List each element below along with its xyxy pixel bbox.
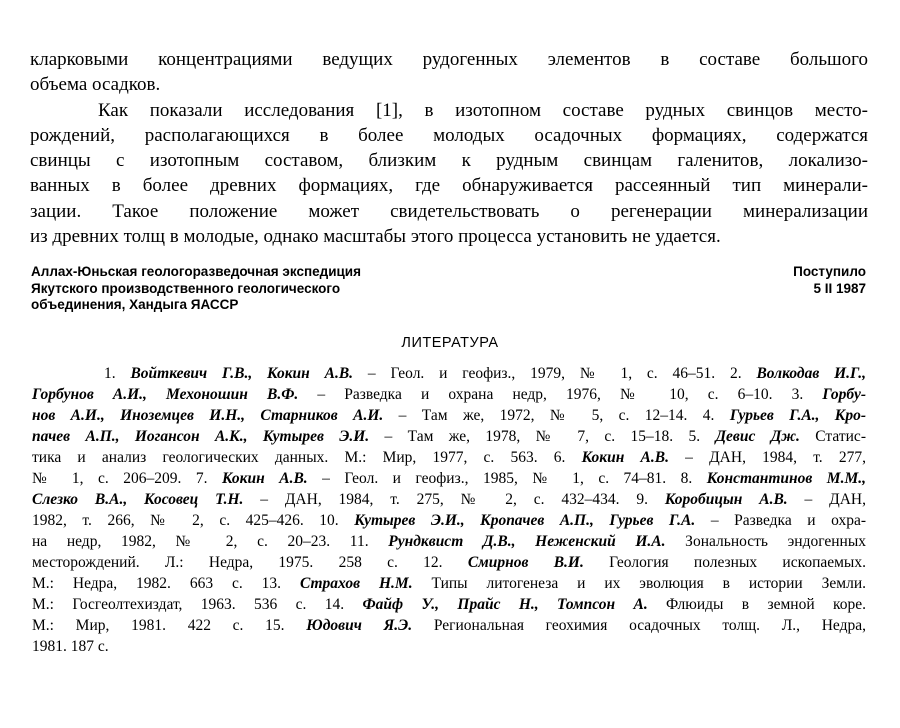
author-affiliation	[31, 264, 531, 314]
reference-author: Горбу-	[822, 386, 866, 403]
reference-text: 1981. 187 с.	[32, 638, 109, 655]
reference-text: на недр, 1982, № 2, с. 20–23. 11.	[32, 533, 389, 550]
received-block	[793, 264, 866, 297]
reference-line	[32, 363, 866, 384]
reference-author: Кокин А.В.	[221, 470, 308, 487]
reference-line	[32, 552, 866, 573]
reference-author: Файф У., Прайс Н., Томпсон А.	[362, 596, 648, 613]
reference-text: – ДАН, 1984, т. 275, № 2, с. 432–434. 9.	[243, 491, 665, 508]
reference-line	[32, 489, 866, 510]
reference-text: Геология полезных ископаемых.	[583, 554, 866, 571]
body-line: из древних толщ в молодые, однако масштабы этого процесса установить не удается.	[30, 226, 721, 248]
reference-author: Рундквист Д.В., Неженский И.А.	[388, 533, 666, 550]
reference-line	[32, 615, 866, 636]
reference-text: – Там же, 1978, № 7, с. 15–18. 5.	[369, 428, 716, 445]
reference-line	[32, 426, 866, 447]
reference-text: – ДАН,	[787, 491, 866, 508]
reference-line	[32, 468, 866, 489]
literature-heading: ЛИТЕРАТУРА	[401, 335, 499, 351]
reference-text: М.: Недра, 1982. 663 с. 13.	[32, 575, 300, 592]
reference-author: пачев А.П., Иогансон А.К., Кутырев Э.И.	[32, 428, 370, 445]
reference-author: Кокин А.В.	[581, 449, 669, 466]
reference-text: № 1, с. 206–209. 7.	[32, 470, 222, 487]
reference-author: Константинов М.М.,	[706, 470, 866, 487]
reference-author: Коробицын А.В.	[664, 491, 788, 508]
reference-text: месторождений. Л.: Недра, 1975. 258 с. 12.	[32, 554, 468, 571]
reference-text: – Разведка и охрана недр, 1976, № 10, с. 6–10. 3.	[298, 386, 823, 403]
affiliation-line: Аллах-Юньская геологоразведочная экспедиция	[31, 264, 361, 279]
received-date: 5 II 1987	[813, 280, 866, 296]
body-line: зации. Такое положение может свидетельствовать о регенерации минерализации	[30, 200, 868, 222]
affiliation-line: Якутского производственного геологического	[31, 280, 341, 296]
reference-author: Слезко В.А., Косовец Т.Н.	[32, 491, 244, 508]
reference-text: 1982, т. 266, № 2, с. 425–426. 10.	[32, 512, 355, 529]
reference-author: Девис Дж.	[715, 428, 800, 445]
reference-author: Войткевич Г.В., Кокин А.В.	[130, 365, 354, 382]
body-line: рождений, располагающихся в более молодых осадочных формациях, содержатся	[30, 124, 868, 146]
reference-line	[32, 405, 866, 426]
reference-text: Региональная геохимия осадочных толщ. Л., Недра,	[412, 617, 866, 634]
reference-line	[32, 531, 866, 552]
reference-author: Кутырев Э.И., Кропачев А.П., Гурьев Г.А.	[354, 512, 696, 529]
body-text	[30, 47, 868, 249]
reference-author: Горбунов А.И., Мехоношин В.Ф.	[32, 386, 299, 403]
reference-text: Зональность эндогенных	[665, 533, 867, 550]
reference-text: – Геол. и геофиз., 1985, № 1, с. 74–81. 8.	[307, 470, 707, 487]
reference-text: – Геол. и геофиз., 1979, № 1, с. 46–51. 2.	[353, 365, 757, 382]
affiliation-line: объединения, Хандыга ЯАССР	[31, 297, 239, 312]
reference-text: тика и анализ геологических данных. М.: Мир, 1977, с. 563. 6.	[32, 449, 582, 466]
reference-author: нов А.И., Иноземцев И.Н., Старников А.И.	[32, 407, 384, 424]
reference-line	[32, 447, 866, 468]
reference-text: – ДАН, 1984, т. 277,	[668, 449, 866, 466]
reference-text: – Там же, 1972, № 5, с. 12–14. 4.	[383, 407, 730, 424]
body-line: свинцы с изотопным составом, близким к рудным свинцам галенитов, локализо-	[30, 150, 868, 172]
reference-text: – Разведка и охра-	[695, 512, 866, 529]
reference-text: Типы литогенеза и их эволюция в истории Земли.	[412, 575, 866, 592]
body-line: Как показали исследования [1], в изотопном составе рудных свинцов место-	[98, 99, 868, 121]
reference-text: Флюиды в земной коре.	[647, 596, 866, 613]
body-line: объема осадков.	[30, 74, 161, 96]
reference-text: М.: Госгеолтехиздат, 1963. 536 с. 14.	[32, 596, 363, 613]
reference-line	[32, 573, 866, 594]
received-label: Поступило	[793, 264, 866, 279]
references-list	[32, 363, 866, 657]
reference-line	[32, 636, 866, 657]
reference-text: Статис-	[799, 428, 866, 445]
reference-author: Юдович Я.Э.	[306, 617, 413, 634]
reference-author: Гурьев Г.А., Кро-	[729, 407, 866, 424]
reference-author: Смирнов В.И.	[467, 554, 584, 571]
body-line: ванных в более древних формациях, где обнаруживается рассеянный тип минерали-	[30, 175, 868, 197]
body-line: кларковыми концентрациями ведущих рудогенных элементов в составе большого	[30, 49, 868, 70]
reference-line	[32, 510, 866, 531]
reference-text: М.: Мир, 1981. 422 с. 15.	[32, 617, 307, 634]
reference-line	[32, 594, 866, 615]
reference-line	[32, 384, 866, 405]
reference-text: 1.	[104, 365, 131, 382]
reference-author: Волкодав И.Г.,	[756, 365, 867, 382]
reference-author: Страхов Н.М.	[299, 575, 413, 592]
